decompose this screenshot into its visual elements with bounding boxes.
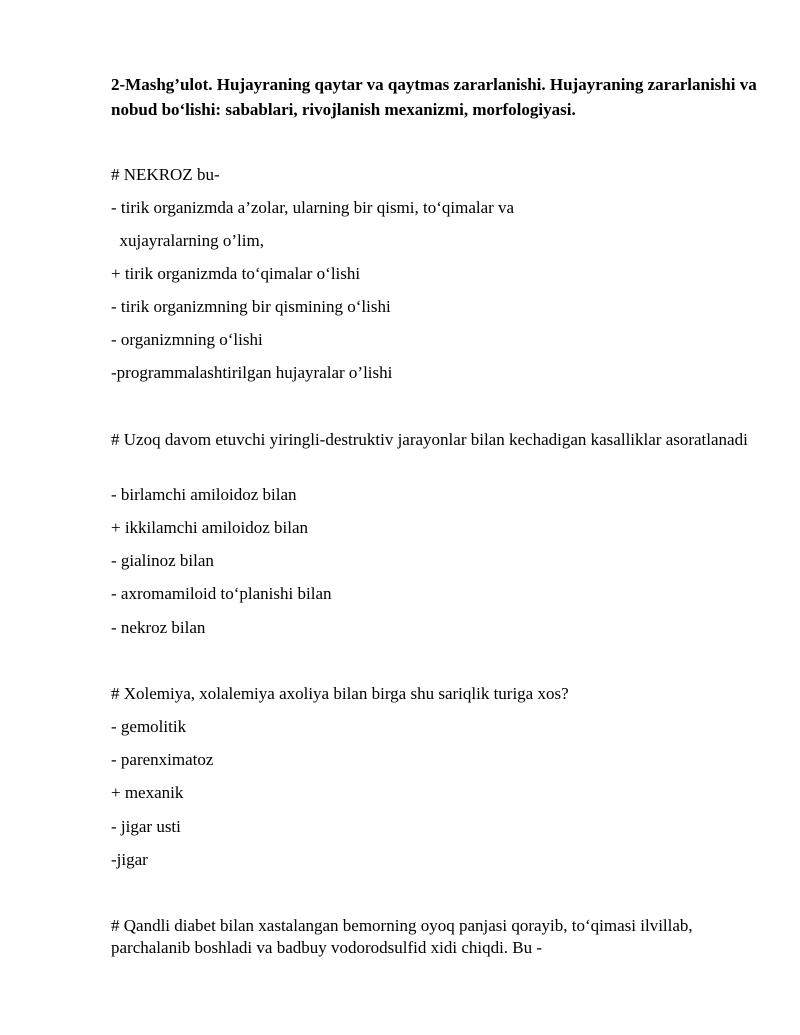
q2-option-1: - birlamchi amiloidoz bilan (111, 485, 297, 504)
q1-option-5: -programmalashtirilgan hujayralar o’lishi (111, 363, 393, 382)
q3-option-1: - gemolitik (111, 717, 187, 736)
q3-option-4: - jigar usti (111, 817, 181, 836)
q2-option-3: - gialinoz bilan (111, 551, 214, 570)
q1-option-1-continued: xujayralarning o’lim, (111, 231, 264, 250)
question-1: # NEKROZ bu- (111, 165, 220, 184)
q2-option-4: - axromamiloid to‘planishi bilan (111, 584, 332, 603)
q1-option-4: - organizmning o‘lishi (111, 330, 263, 349)
question-2: # Uzoq davom etuvchi yiringli-destruktiv jarayonlar bilan kechadigan kasalliklar asoratlanadi (111, 430, 748, 449)
q1-option-1: - tirik organizmda a’zolar, ularning bir qismi, to‘qimalar va (111, 198, 515, 217)
q3-option-3: + mexanik (111, 783, 184, 802)
q1-option-3: - tirik organizmning bir qismining o‘lishi (111, 297, 391, 316)
q1-option-2: + tirik organizmda to‘qimalar o‘lishi (111, 264, 361, 283)
q3-option-5: -jigar (111, 850, 148, 869)
page-title: 2-Mashg’ulot. Hujayraning qaytar va qaytmas zararlanishi. Hujayraning zararlanishi va nobud bo‘lishi: sabablari, rivojlanish mexanizmi, morfologiyasi. (111, 75, 757, 119)
q2-option-5: - nekroz bilan (111, 618, 206, 637)
q3-option-2: - parenximatoz (111, 750, 214, 769)
question-3: # Xolemiya, xolalemiya axoliya bilan birga shu sariqlik turiga xos? (111, 684, 569, 703)
question-4: # Qandli diabet bilan xastalangan bemorning oyoq panjasi qorayib, to‘qimasi ilvillab, parchalanib boshladi va badbuy vodorodsulfid xidi chiqdi. Bu - (111, 916, 693, 957)
q2-option-2: + ikkilamchi amiloidoz bilan (111, 518, 309, 537)
